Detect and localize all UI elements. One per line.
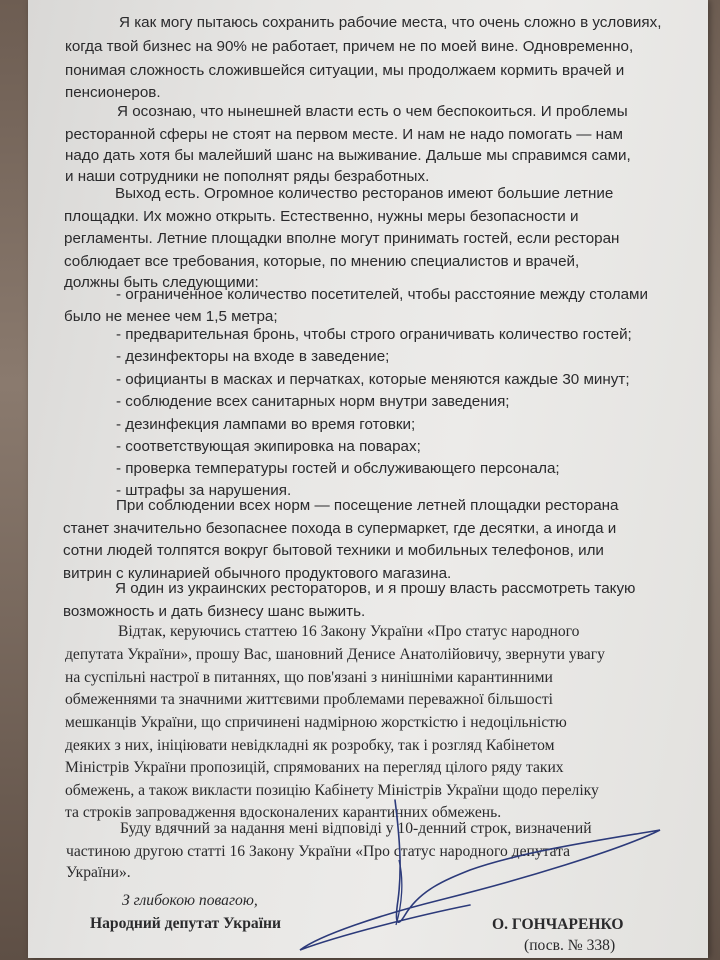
- ru-line: возможность и дать бизнесу шанс выжить.: [63, 603, 366, 620]
- ua-line: Відтак, керуючись статтею 16 Закону України «Про статус народного: [118, 623, 580, 640]
- ru-line: станет значительно безопаснее похода в супермаркет, где десятки, а иногда и: [63, 520, 617, 537]
- ua-line: на суспільні настрої в питаннях, що пов'язані з нинішніми карантинними: [65, 669, 553, 686]
- ru-list-item: - предварительная бронь, чтобы строго ограничивать количество гостей;: [116, 326, 632, 343]
- ru-line: регламенты. Летние площадки вполне могут принимать гостей, если ресторан: [64, 230, 620, 247]
- ru-list-item: было не менее чем 1,5 метра;: [64, 308, 278, 325]
- signer-position: Народний депутат України: [90, 915, 281, 932]
- ru-list-item: - штрафы за нарушения.: [116, 482, 292, 499]
- ua-line: Міністрів України пропозицій, спрямованих на перегляд цілого ряду таких: [65, 759, 564, 776]
- ru-line: соблюдает все требования, которые, по мнению специалистов и врачей,: [64, 253, 580, 270]
- ru-line: когда твой бизнес на 90% не работает, причем не по моей вине. Одновременно,: [65, 38, 634, 55]
- ru-list-item: - соответствующая экипировка на поварах;: [116, 438, 421, 455]
- ru-line: Я один из украинских рестораторов, и я прошу власть рассмотреть такую: [115, 580, 636, 597]
- ru-list-item: - официанты в масках и перчатках, которые меняются каждые 30 минут;: [116, 371, 630, 388]
- signer-name: О. ГОНЧАРЕНКО: [492, 916, 624, 933]
- closing-text: З глибокою повагою,: [122, 892, 258, 909]
- ua-line: депутата України», прошу Вас, шановний Денисе Анатолійовичу, звернути увагу: [65, 646, 605, 663]
- ua-line: обмежень, а також викласти позицію Кабінету Міністрів України щодо переліку: [65, 782, 599, 799]
- ua-line: деяких з них, ініціювати невідкладні як розробку, так і розгляд Кабінетом: [65, 737, 555, 754]
- ua-line: обмеженнями та значними життєвими проблемами переважної більшості: [65, 691, 553, 708]
- ru-line: должны быть следующими:: [64, 274, 259, 291]
- ru-line: ресторанной сферы не стоят на первом месте. И нам не надо помогать — нам: [65, 126, 623, 143]
- ru-line: понимая сложность сложившейся ситуации, мы продолжаем кормить врачей и: [65, 62, 625, 79]
- ru-line: При соблюдении всех норм — посещение летней площадки ресторана: [116, 497, 619, 514]
- ru-list-item: - соблюдение всех санитарных норм внутри заведения;: [116, 393, 510, 410]
- ru-line: Я осознаю, что нынешней власти есть о чем беспокоиться. И проблемы: [117, 103, 628, 120]
- ua-line: мешканців України, що спричинені надмірною жорсткістю і недоцільністю: [65, 714, 567, 731]
- ru-list-item: - ограниченное количество посетителей, чтобы расстояние между столами: [116, 286, 648, 303]
- ru-line: и наши сотрудники не пополнят ряды безработных.: [65, 168, 430, 185]
- ru-line: витрин с кулинарией обычного продуктового магазина.: [63, 565, 452, 582]
- ru-line: надо дать хотя бы малейший шанс на выживание. Дальше мы справимся сами,: [65, 147, 631, 164]
- ru-list-item: - дезинфекция лампами во время готовки;: [116, 416, 416, 433]
- letter-page: [28, 0, 708, 958]
- ru-line: площадки. Их можно открыть. Естественно, нужны меры безопасности и: [64, 208, 579, 225]
- ua-line: Буду вдячний за надання мені відповіді у 10-денний строк, визначений: [120, 820, 592, 837]
- ru-line: сотни людей толпятся вокруг бытовой техники и мобильных телефонов, или: [63, 542, 604, 559]
- ru-line: пенсионеров.: [65, 84, 161, 101]
- certificate-number: (посв. № 338): [524, 937, 616, 954]
- ru-line: Я как могу пытаюсь сохранить рабочие места, что очень сложно в условиях,: [119, 14, 662, 31]
- ru-list-item: - проверка температуры гостей и обслуживающего персонала;: [116, 460, 560, 477]
- ua-line: частиною другою статті 16 Закону України «Про статус народного депутата: [66, 843, 571, 860]
- ua-line: та строків запровадження вдосконалених карантинних обмежень.: [65, 804, 502, 821]
- ua-line: України».: [66, 864, 131, 881]
- ru-line: Выход есть. Огромное количество ресторанов имеют большие летние: [115, 185, 614, 202]
- ru-list-item: - дезинфекторы на входе в заведение;: [116, 348, 390, 365]
